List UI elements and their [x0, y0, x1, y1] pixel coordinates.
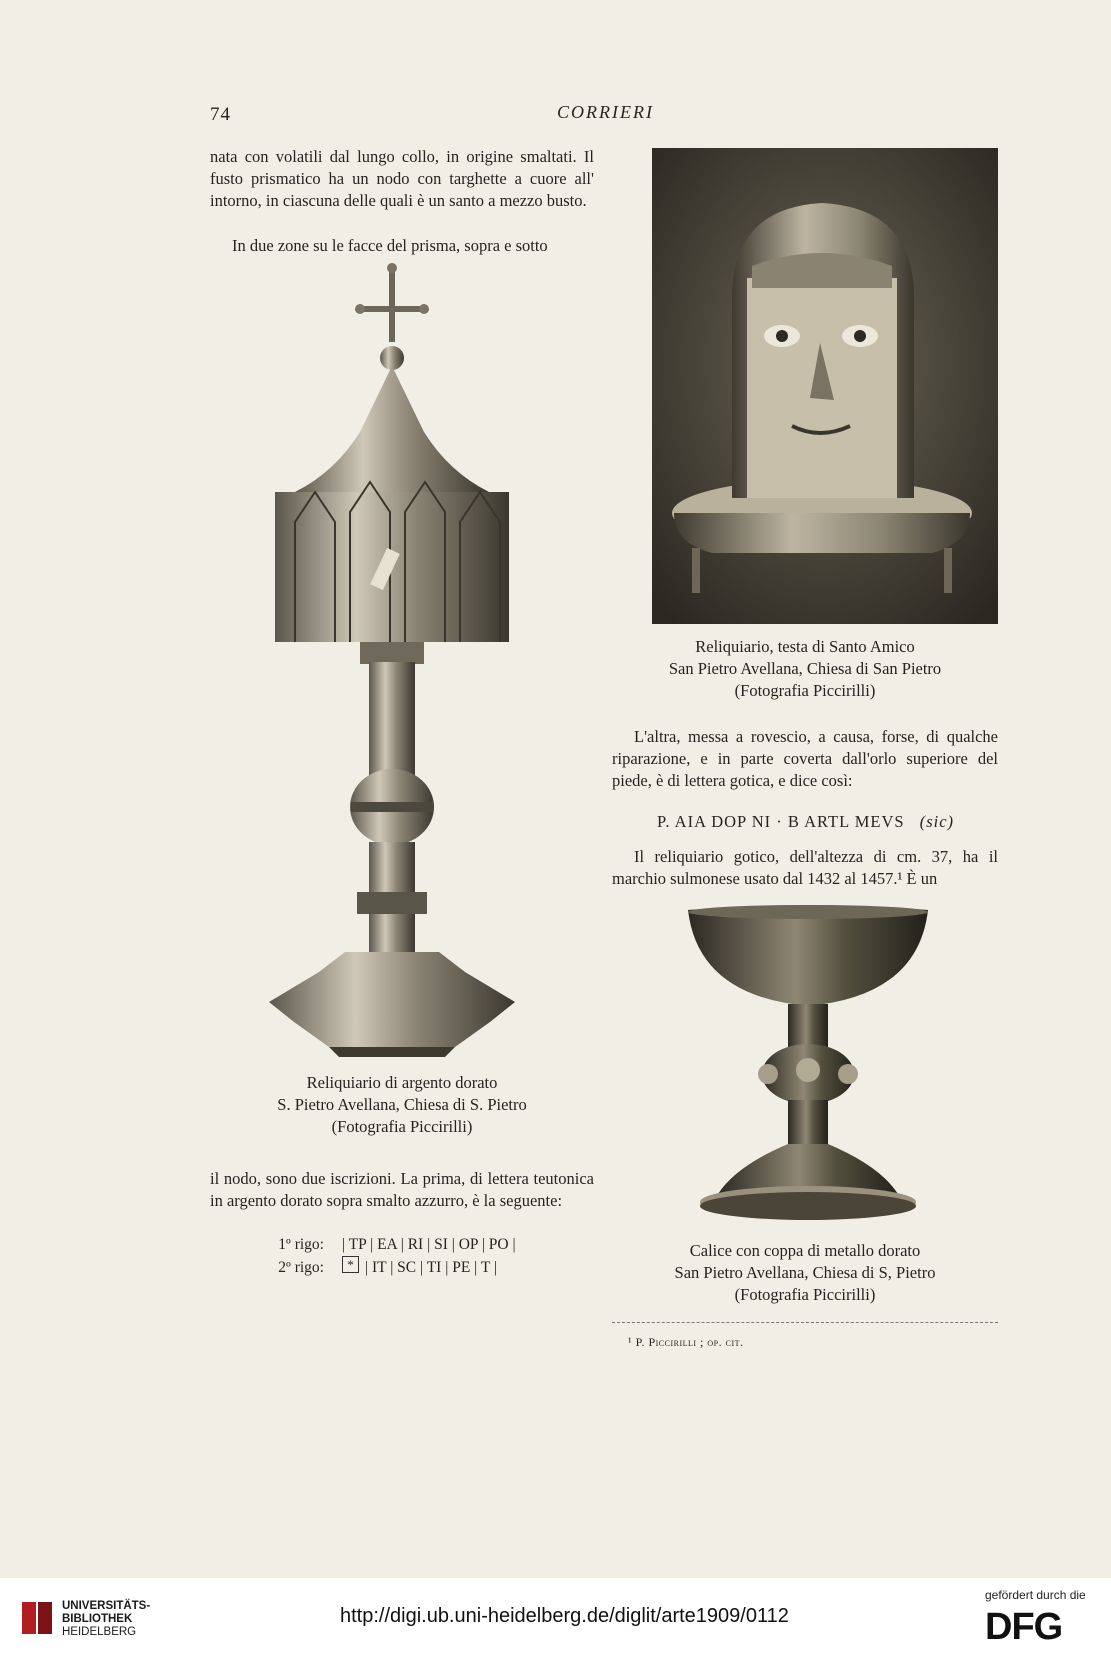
right-paragraph-2: Il reliquiario gotico, dell'altezza di cm. 37, ha il marchio sulmonese usato dal 1432 al 1457.¹ È un	[612, 847, 998, 888]
chalice-caption-line3: (Fotografia Piccirilli)	[734, 1285, 876, 1304]
chalice-caption	[612, 1240, 998, 1306]
head-caption-line2: San Pietro Avellana, Chiesa di San Pietro	[668, 659, 942, 678]
chalice-caption-line1: Calice con coppa di metallo dorato	[689, 1241, 921, 1260]
gothic-inscription-note: (sic)	[919, 812, 955, 831]
reliquary-caption-line3: (Fotografia Piccirilli)	[331, 1117, 473, 1136]
page-number: 74	[210, 104, 231, 125]
footnote: ¹ P. Piccirilli ; op. cit.	[628, 1335, 744, 1349]
inscriptions-list	[210, 1233, 594, 1279]
reliquary-caption-line1: Reliquiario di argento dorato	[306, 1073, 498, 1092]
right-paragraph-1: L'altra, messa a rovescio, a causa, forse, di qualche riparazione, e in parte coverta dall'orlo superiore del piede, è di lettera gotica, e dice così:	[612, 727, 998, 790]
inscription-text-1: | TP | EA | RI | SI | OP | PO |	[342, 1236, 516, 1253]
reliquary-caption-line2: S. Pietro Avellana, Chiesa di S. Pietro	[277, 1095, 527, 1114]
gothic-inscription	[657, 812, 954, 832]
inscription-text-2: | IT | SC | TI | PE | T |	[365, 1259, 498, 1276]
library-seal-icon	[20, 1598, 56, 1638]
head-caption-line3: (Fotografia Piccirilli)	[734, 681, 876, 700]
library-line1: UNIVERSITÄTS-	[62, 1600, 151, 1612]
digitization-footer	[0, 1578, 1111, 1660]
gothic-inscription-text: P. AIA DOP NI · B ARTL MEVS	[657, 812, 905, 831]
library-line3: HEIDELBERG	[62, 1626, 137, 1638]
left-second-paragraph: In due zone su le facce del prisma, sopra e sotto	[232, 236, 548, 255]
reliquary-photo	[265, 262, 525, 1122]
reliquary-caption	[210, 1072, 594, 1138]
footnote-rule	[612, 1322, 998, 1323]
left-after-paragraph: il nodo, sono due iscrizioni. La prima, di lettera teutonica in argento dorato sopra smalto azzurro, è la seguente:	[210, 1169, 594, 1210]
funded-by-label: gefördert durch die	[985, 1588, 1086, 1602]
library-name	[62, 1600, 150, 1639]
inscription-label-1: 1º rigo:	[278, 1236, 324, 1253]
chalice-caption-line2: San Pietro Avellana, Chiesa di S, Pietro	[674, 1263, 936, 1282]
inscription-row-1	[210, 1233, 594, 1256]
inscription-box-star: *	[342, 1256, 359, 1273]
digital-url-link[interactable]: http://digi.ub.uni-heidelberg.de/diglit/arte1909/0112	[340, 1605, 789, 1627]
inscription-label-2: 2º rigo:	[278, 1259, 324, 1276]
library-line2: BIBLIOTHEK	[62, 1613, 133, 1625]
head-caption-line1: Reliquiario, testa di Santo Amico	[695, 637, 915, 656]
left-top-paragraph: nata con volatili dal lungo collo, in origine smaltati. Il fusto prismatico ha un nodo con targhette a cuore all' intorno, in ciascuna delle quali è un santo a mezzo busto.	[210, 147, 594, 210]
running-title: CORRIERI	[557, 102, 654, 122]
head-caption	[612, 636, 998, 702]
head-reliquary-photo	[652, 148, 998, 624]
chalice-photo	[680, 904, 936, 1222]
inscription-row-2	[210, 1256, 594, 1279]
dfg-logo: DFG	[985, 1606, 1063, 1648]
